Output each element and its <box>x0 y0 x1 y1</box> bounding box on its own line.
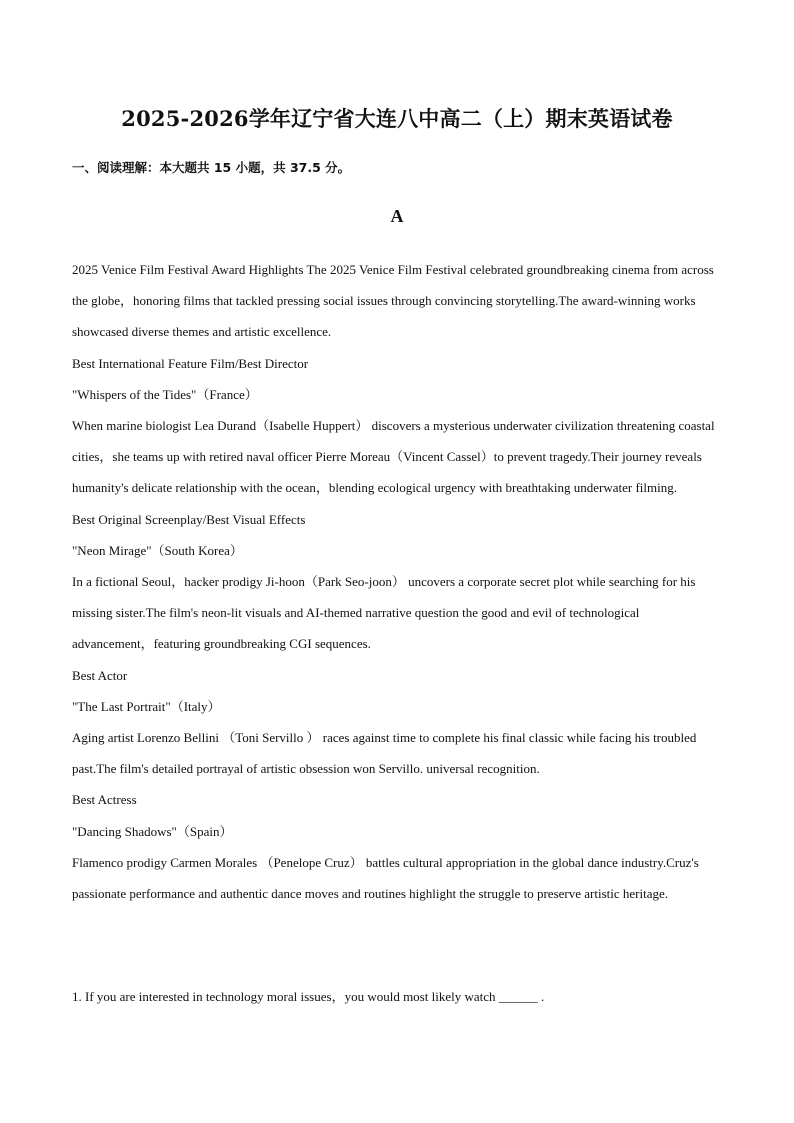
passage-label: A <box>390 206 404 226</box>
intro-paragraph: 2025 Venice Film Festival Award Highlights The 2025 Venice Film Festival celebrated groundbreaking cinema from across the globe，honoring films that tackled pressing social issues through convincing storytelling.The award-winning works showcased diverse themes and artistic excellence. <box>72 262 714 340</box>
film-title: "Dancing Shadows"（Spain） <box>72 823 233 839</box>
film-title: "Whispers of the Tides"（France） <box>72 386 258 402</box>
question-1: 1. If you are interested in technology moral issues，you would most likely watch ______ . <box>72 989 545 1004</box>
section-heading: 一、阅读理解：本大题共 15 小题，共 37.5 分。 <box>72 160 351 175</box>
film-description: In a fictional Seoul，hacker prodigy Ji-hoon（Park Seo-joon） uncovers a corporate secret plot while searching for his missing sister.The film's neon-lit visuals and AI-themed narrative question the good and evil of technological advancement，featuring groundbreaking CGI sequences. <box>72 574 696 652</box>
award-category: Best Actress <box>72 792 137 808</box>
film-description: Flamenco prodigy Carmen Morales （Penelope Cruz） battles cultural appropriation in the global dance industry.Cruz's passionate performance and authentic dance moves and routines highlight the struggle to preserve artistic heritage. <box>72 854 699 902</box>
film-description: When marine biologist Lea Durand（Isabelle Huppert） discovers a mysterious underwater civilization threatening coastal cities，she teams up with retired naval officer Pierre Moreau（Vincent Cassel）to prevent tragedy.Their journey reveals humanity's delicate relationship with the ocean，blending ecological urgency with breathtaking underwater filming. <box>72 418 715 496</box>
award-category: Best International Feature Film/Best Director <box>72 355 309 371</box>
film-description: Aging artist Lorenzo Bellini （Toni Servillo ） races against time to complete his final classic while facing his troubled past.The film's detailed portrayal of artistic obsession won Servillo. universal recognition. <box>72 730 697 777</box>
passage-body <box>72 254 722 909</box>
award-category: Best Original Screenplay/Best Visual Effects <box>72 511 306 527</box>
film-title: "Neon Mirage"（South Korea） <box>72 542 243 558</box>
exam-title: 2025-2026学年辽宁省大连八中高二（上）期末英语试卷 <box>121 106 673 131</box>
film-title: "The Last Portrait"（Italy） <box>72 698 221 714</box>
award-category: Best Actor <box>72 667 128 683</box>
